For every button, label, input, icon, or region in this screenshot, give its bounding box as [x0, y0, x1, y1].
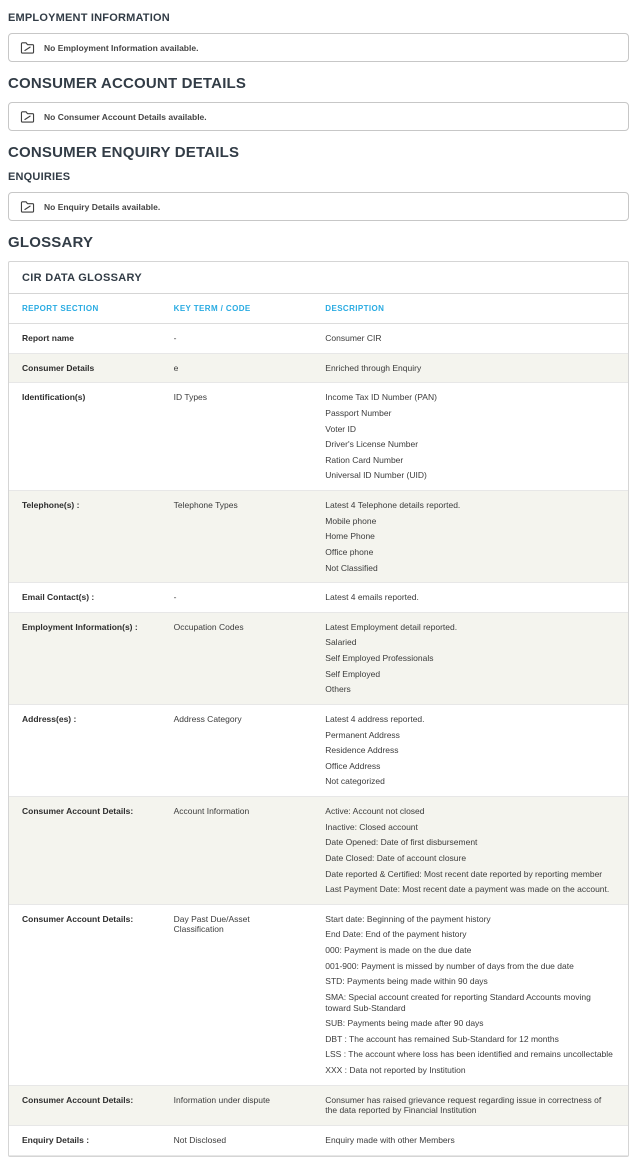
description-line: Date reported & Certified: Most recent date reported by reporting member — [325, 868, 603, 879]
glossary-cell-description — [312, 324, 628, 354]
column-header-key-term: KEY TERM / CODE — [161, 294, 313, 324]
glossary-cell-key-term: - — [161, 583, 313, 613]
glossary-cell-report-section: Report name — [9, 324, 161, 354]
glossary-row — [9, 704, 628, 796]
glossary-cell-description — [312, 583, 628, 613]
glossary-table — [9, 294, 628, 1156]
glossary-cell-description — [312, 1125, 628, 1155]
description-line: Not categorized — [325, 776, 385, 787]
glossary-heading: GLOSSARY — [8, 234, 94, 251]
description-line: SMA: Special account created for reporting Standard Accounts moving toward Sub-Standard — [325, 991, 591, 1013]
description-line: Last Payment Date: Most recent date a payment was made on the account. — [325, 884, 610, 895]
glossary-cell-report-section: Consumer Account Details: — [9, 1085, 161, 1125]
glossary-cell-description — [312, 353, 628, 383]
glossary-table-title: CIR DATA GLOSSARY — [9, 262, 628, 294]
description-line: Latest 4 emails reported. — [325, 592, 419, 603]
employment-empty-message: No Employment Information available. — [44, 42, 199, 53]
consumer-account-empty-message: No Consumer Account Details available. — [44, 111, 207, 122]
description-line: Income Tax ID Number (PAN) — [325, 392, 437, 403]
description-line: Date Closed: Date of account closure — [325, 852, 467, 863]
glossary-cell-report-section: Address(es) : — [9, 704, 161, 796]
no-data-folder-icon — [20, 110, 35, 123]
glossary-row — [9, 383, 628, 491]
description-line: Enriched through Enquiry — [325, 362, 422, 373]
glossary-row — [9, 1085, 628, 1125]
glossary-cell-description — [312, 1085, 628, 1125]
description-line: Permanent Address — [325, 729, 400, 740]
description-line: XXX : Data not reported by Institution — [325, 1065, 466, 1075]
description-line: Consumer CIR — [325, 333, 382, 343]
description-line: 000: Payment is made on the due date — [325, 945, 472, 955]
description-line: LSS : The account where loss has been identified and remains uncollectable — [325, 1049, 613, 1060]
description-line: Self Employed Professionals — [325, 653, 434, 663]
glossary-cell-key-term: Not Disclosed — [161, 1125, 313, 1155]
description-line: Passport Number — [325, 407, 392, 418]
glossary-row — [9, 491, 628, 583]
description-line: 001-900: Payment is missed by number of days from the due date — [325, 960, 574, 971]
description-line: Start date: Beginning of the payment history — [325, 913, 491, 924]
description-line: Home Phone — [325, 531, 375, 542]
glossary-cell-key-term: Account Information — [161, 797, 313, 905]
column-header-report-section: REPORT SECTION — [9, 294, 161, 324]
glossary-row — [9, 353, 628, 383]
description-line: Salaried — [325, 637, 357, 648]
employment-empty-state — [8, 33, 629, 62]
description-line: Active: Account not closed — [325, 806, 425, 816]
glossary-cell-key-term: e — [161, 353, 313, 383]
description-line: Office phone — [325, 546, 374, 557]
glossary-row — [9, 583, 628, 613]
enquiries-empty-message: No Enquiry Details available. — [44, 201, 161, 212]
description-line: Mobile phone — [325, 515, 377, 526]
glossary-cell-description — [312, 612, 628, 704]
description-line: SUB: Payments being made after 90 days — [325, 1018, 484, 1029]
glossary-cell-key-term: Occupation Codes — [161, 612, 313, 704]
description-line: Voter ID — [325, 423, 356, 434]
column-header-description: DESCRIPTION — [312, 294, 628, 324]
glossary-cell-key-term: Day Past Due/Asset Classification — [161, 904, 313, 1085]
enquiries-heading: ENQUIRIES — [8, 171, 71, 183]
description-line: Not Classified — [325, 562, 378, 573]
glossary-table-body — [9, 324, 628, 1156]
glossary-row — [9, 324, 628, 354]
description-line: Universal ID Number (UID) — [325, 470, 427, 481]
description-line: Latest 4 Telephone details reported. — [325, 500, 461, 510]
description-line: Inactive: Closed account — [325, 821, 418, 832]
glossary-panel — [8, 261, 629, 1157]
glossary-cell-report-section: Consumer Account Details: — [9, 797, 161, 905]
glossary-cell-description — [312, 904, 628, 1085]
glossary-header-row — [9, 294, 628, 324]
glossary-cell-description — [312, 704, 628, 796]
description-line: Office Address — [325, 760, 381, 771]
glossary-cell-report-section: Email Contact(s) : — [9, 583, 161, 613]
description-line: Driver's License Number — [325, 439, 419, 450]
glossary-cell-key-term: Address Category — [161, 704, 313, 796]
glossary-cell-key-term: ID Types — [161, 383, 313, 491]
consumer-account-details-heading: CONSUMER ACCOUNT DETAILS — [8, 75, 247, 92]
enquiries-empty-state — [8, 192, 629, 221]
consumer-account-empty-state — [8, 102, 629, 131]
glossary-cell-report-section: Consumer Account Details: — [9, 904, 161, 1085]
employment-information-heading: EMPLOYMENT INFORMATION — [8, 12, 170, 24]
glossary-cell-key-term: Information under dispute — [161, 1085, 313, 1125]
glossary-cell-key-term: Telephone Types — [161, 491, 313, 583]
glossary-cell-report-section: Identification(s) — [9, 383, 161, 491]
no-data-folder-icon — [20, 41, 35, 54]
description-line: Consumer has raised grievance request regarding issue in correctness of the data reported by Financial Institution — [325, 1094, 602, 1116]
description-line: Latest Employment detail reported. — [325, 621, 458, 632]
description-line: Latest 4 address reported. — [325, 713, 425, 724]
description-line: End Date: End of the payment history — [325, 929, 467, 940]
glossary-cell-report-section: Enquiry Details : — [9, 1125, 161, 1155]
glossary-cell-report-section: Consumer Details — [9, 353, 161, 383]
description-line: Ration Card Number — [325, 454, 404, 465]
glossary-row — [9, 1125, 628, 1155]
glossary-cell-description — [312, 383, 628, 491]
description-line: Date Opened: Date of first disbursement — [325, 837, 478, 848]
glossary-cell-description — [312, 797, 628, 905]
glossary-cell-report-section: Employment Information(s) : — [9, 612, 161, 704]
description-line: Enquiry made with other Members — [325, 1134, 455, 1145]
glossary-cell-description — [312, 491, 628, 583]
description-line: Others — [325, 684, 351, 695]
glossary-row — [9, 904, 628, 1085]
glossary-row — [9, 612, 628, 704]
description-line: STD: Payments being made within 90 days — [325, 976, 488, 987]
description-line: Residence Address — [325, 745, 399, 756]
no-data-folder-icon — [20, 200, 35, 213]
glossary-cell-report-section: Telephone(s) : — [9, 491, 161, 583]
description-line: DBT : The account has remained Sub-Standard for 12 months — [325, 1033, 559, 1044]
consumer-enquiry-details-heading: CONSUMER ENQUIRY DETAILS — [8, 144, 240, 161]
glossary-cell-key-term: - — [161, 324, 313, 354]
description-line: Self Employed — [325, 668, 381, 679]
glossary-row — [9, 797, 628, 905]
